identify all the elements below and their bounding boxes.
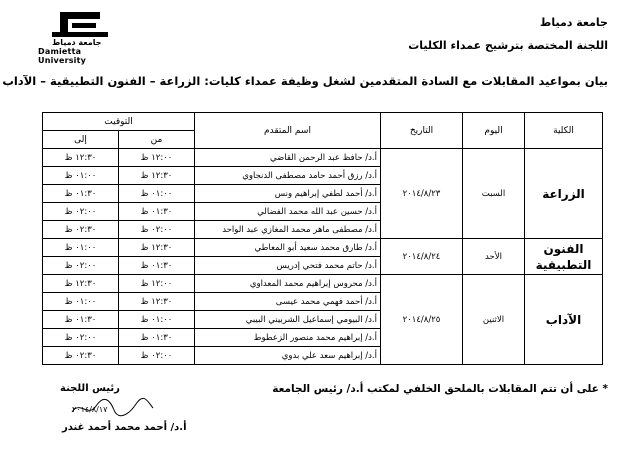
university-logo: [38, 10, 126, 65]
page-title: بيان بمواعيد المقابلات مع السادة المتقدمين لشغل وظيفة عمداء كليات: الزراعة – الفنون التطبيقية – الآداب: [2, 74, 608, 88]
applicant-name: أ.د/ حاتم محمد فتحي إدريس: [195, 257, 381, 275]
time-from: ١٢:٣٠ ظ: [119, 293, 195, 311]
time-from: ٠٢:٠٠ ظ: [119, 221, 195, 239]
header-to: إلى: [43, 131, 119, 149]
day-cell: الاثنين: [463, 275, 525, 365]
time-from: ١٢:٠٠ ظ: [119, 275, 195, 293]
date-cell: ٢٠١٤/٨/٢٥: [381, 275, 463, 365]
time-from: ٠١:٠٠ ظ: [119, 185, 195, 203]
header-applicant: اسم المتقدم: [195, 113, 381, 149]
applicant-name: أ.د/ إبراهيم محمد منصور الزعطوط: [195, 329, 381, 347]
time-to: ٠٢:٣٠ ظ: [43, 221, 119, 239]
time-from: ٠١:٣٠ ظ: [119, 257, 195, 275]
header-timing: التوقيت: [43, 113, 195, 131]
time-from: ١٢:٣٠ ظ: [119, 239, 195, 257]
header-college: الكلية: [525, 113, 603, 149]
time-to: ٠٢:٠٠ ظ: [43, 329, 119, 347]
college-cell: الفنون التطبيقية: [525, 239, 603, 275]
logo-arabic-text: جامعة دمياط: [52, 38, 102, 47]
logo-mark-icon: [38, 10, 126, 40]
applicant-name: أ.د/ رزق أحمد حامد مصطفى الدنجاوي: [195, 167, 381, 185]
date-cell: ٢٠١٤/٨/٢٣: [381, 149, 463, 239]
applicant-name: أ.د/ طارق محمد سعيد أبو المعاطي: [195, 239, 381, 257]
logo-english-text: Damietta University: [38, 47, 87, 65]
applicant-name: أ.د/ أحمد لطفي إبراهيم ونس: [195, 185, 381, 203]
signature: [70, 396, 155, 420]
time-to: ٠١:٠٠ ظ: [43, 293, 119, 311]
time-from: ١٢:٣٠ ظ: [119, 167, 195, 185]
chair-name: أ.د/ أحمد محمد أحمد غندر: [62, 422, 187, 433]
time-to: ٠٢:٠٠ ظ: [43, 203, 119, 221]
time-from: ١٢:٠٠ ظ: [119, 149, 195, 167]
applicant-name: أ.د/ البيومي إسماعيل الشربيني البيبي: [195, 311, 381, 329]
college-cell: الآداب: [525, 275, 603, 365]
applicant-name: أ.د/ حافظ عبد الرحمن القاضي: [195, 149, 381, 167]
time-to: ٠١:٣٠ ظ: [43, 311, 119, 329]
applicant-name: أ.د/ مصطفى ماهر محمد المغازي عبد الواحد: [195, 221, 381, 239]
header-day: اليوم: [463, 113, 525, 149]
time-to: ١٢:٣٠ ظ: [43, 149, 119, 167]
table-row: [43, 149, 603, 167]
time-from: ٠١:٣٠ ظ: [119, 329, 195, 347]
committee-name: اللجنة المختصة بترشيح عمداء الكليات: [408, 39, 608, 52]
signature-date: ٢٠١٤/٨/١٧: [72, 405, 108, 414]
footer-note: * على أن تتم المقابلات بالملحق الخلفي لمكتب أ.د/ رئيس الجامعة: [272, 383, 608, 395]
interview-schedule-table: [42, 112, 603, 365]
applicant-name: أ.د/ إبراهيم سعد علي بدوي: [195, 347, 381, 365]
chair-title: رئيس اللجنة: [60, 383, 120, 394]
day-cell: الأحد: [463, 239, 525, 275]
day-cell: السبت: [463, 149, 525, 239]
time-to: ٠١:٠٠ ظ: [43, 239, 119, 257]
table-row: [43, 275, 603, 293]
time-to: ٠١:٣٠ ظ: [43, 185, 119, 203]
header-date: التاريخ: [381, 113, 463, 149]
applicant-name: أ.د/ أحمد فهمي محمد عيسى: [195, 293, 381, 311]
time-to: ٠٢:٣٠ ظ: [43, 347, 119, 365]
time-to: ٠٢:٠٠ ظ: [43, 257, 119, 275]
time-from: ٠١:٣٠ ظ: [119, 203, 195, 221]
time-from: ٠٢:٠٠ ظ: [119, 347, 195, 365]
table-row: [43, 239, 603, 257]
time-from: ٠١:٠٠ ظ: [119, 311, 195, 329]
date-cell: ٢٠١٤/٨/٢٤: [381, 239, 463, 275]
college-cell: الزراعة: [525, 149, 603, 239]
university-name: جامعة دمياط: [539, 16, 608, 29]
applicant-name: أ.د/ محروس إبراهيم محمد المعداوي: [195, 275, 381, 293]
header-from: من: [119, 131, 195, 149]
time-to: ٠١:٠٠ ظ: [43, 167, 119, 185]
time-to: ١٢:٣٠ ظ: [43, 275, 119, 293]
applicant-name: أ.د/ حسين عبد الله محمد الفضالي: [195, 203, 381, 221]
